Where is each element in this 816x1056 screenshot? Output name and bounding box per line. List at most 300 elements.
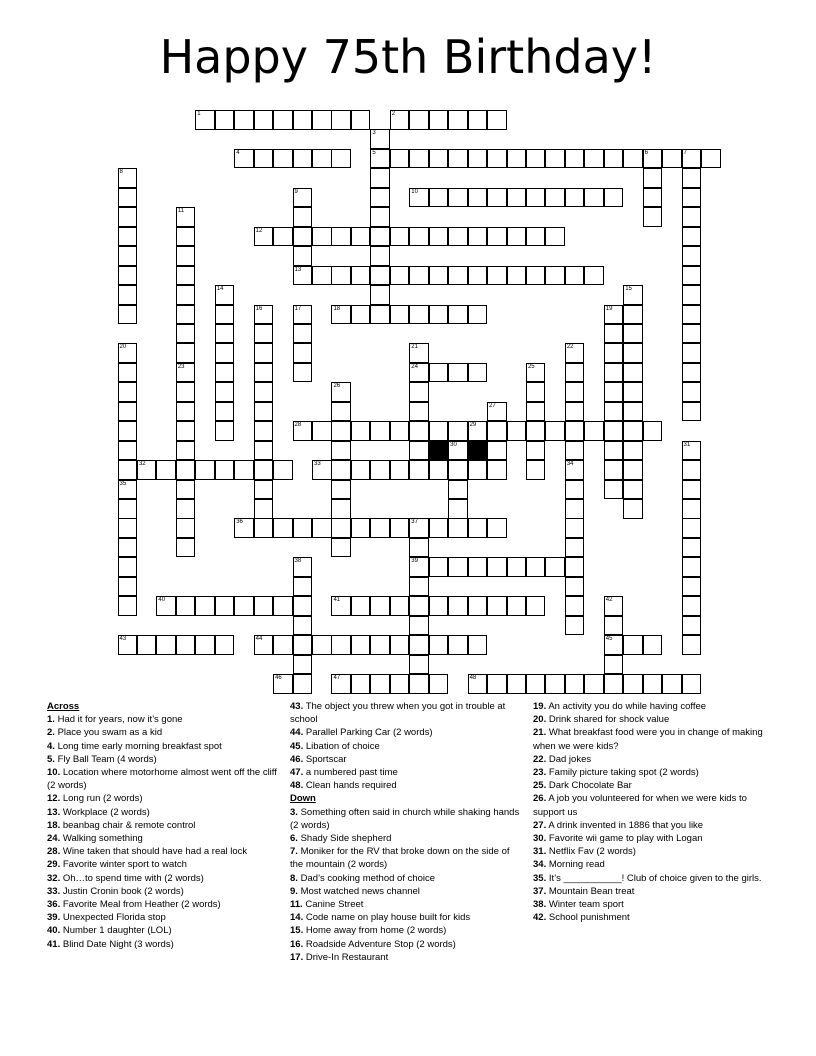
grid-cell[interactable] [293, 324, 313, 344]
grid-cell[interactable] [331, 266, 351, 286]
grid-cell[interactable] [118, 285, 138, 305]
grid-cell[interactable] [409, 616, 429, 636]
grid-cell[interactable] [468, 305, 488, 325]
grid-cell[interactable] [643, 168, 663, 188]
grid-cell[interactable] [409, 266, 429, 286]
grid-cell[interactable] [390, 518, 410, 538]
grid-cell[interactable] [682, 168, 702, 188]
grid-cell[interactable] [215, 421, 235, 441]
grid-cell[interactable] [312, 635, 332, 655]
grid-cell[interactable] [293, 596, 313, 616]
grid-cell[interactable] [118, 382, 138, 402]
grid-cell[interactable] [215, 324, 235, 344]
grid-cell[interactable] [118, 188, 138, 208]
grid-cell[interactable] [643, 207, 663, 227]
grid-cell[interactable] [682, 149, 702, 169]
grid-cell[interactable] [118, 402, 138, 422]
grid-cell[interactable] [545, 674, 565, 694]
grid-cell[interactable] [409, 110, 429, 130]
grid-cell[interactable] [351, 305, 371, 325]
grid-cell[interactable] [254, 382, 274, 402]
grid-cell[interactable] [448, 460, 468, 480]
grid-cell[interactable] [390, 460, 410, 480]
grid-cell[interactable] [293, 207, 313, 227]
grid-cell[interactable] [390, 674, 410, 694]
grid-cell[interactable] [487, 227, 507, 247]
grid-cell[interactable] [584, 266, 604, 286]
grid-cell[interactable] [507, 421, 527, 441]
grid-cell[interactable] [565, 480, 585, 500]
grid-cell[interactable] [448, 421, 468, 441]
grid-cell[interactable] [623, 149, 643, 169]
grid-cell[interactable] [487, 460, 507, 480]
grid-cell[interactable] [623, 343, 643, 363]
grid-cell[interactable] [331, 421, 351, 441]
grid-cell[interactable] [448, 480, 468, 500]
grid-cell[interactable] [390, 305, 410, 325]
grid-cell[interactable] [507, 149, 527, 169]
grid-cell[interactable] [176, 538, 196, 558]
grid-cell[interactable] [254, 596, 274, 616]
grid-cell[interactable] [448, 149, 468, 169]
grid-cell[interactable] [351, 596, 371, 616]
grid-cell[interactable] [254, 363, 274, 383]
grid-cell[interactable] [118, 246, 138, 266]
grid-cell[interactable] [331, 227, 351, 247]
grid-cell[interactable] [351, 460, 371, 480]
grid-cell[interactable] [468, 635, 488, 655]
grid-cell[interactable] [312, 460, 332, 480]
grid-cell[interactable] [623, 402, 643, 422]
grid-cell[interactable] [682, 480, 702, 500]
grid-cell[interactable] [390, 227, 410, 247]
grid-cell[interactable] [487, 518, 507, 538]
grid-cell[interactable] [429, 227, 449, 247]
grid-cell[interactable] [526, 674, 546, 694]
grid-cell[interactable] [118, 421, 138, 441]
grid-cell[interactable] [254, 518, 274, 538]
grid-cell[interactable] [118, 207, 138, 227]
grid-cell[interactable] [409, 674, 429, 694]
grid-cell[interactable] [195, 635, 215, 655]
grid-cell[interactable] [526, 421, 546, 441]
grid-cell[interactable] [682, 246, 702, 266]
grid-cell[interactable] [370, 596, 390, 616]
grid-cell[interactable] [487, 266, 507, 286]
grid-cell[interactable] [565, 616, 585, 636]
grid-cell[interactable] [623, 363, 643, 383]
grid-cell[interactable] [293, 577, 313, 597]
grid-cell[interactable] [370, 207, 390, 227]
grid-cell[interactable] [409, 538, 429, 558]
grid-cell[interactable] [701, 149, 721, 169]
grid-cell[interactable] [565, 266, 585, 286]
grid-cell[interactable] [565, 557, 585, 577]
grid-cell[interactable] [409, 402, 429, 422]
grid-cell[interactable] [604, 402, 624, 422]
grid-cell[interactable] [448, 499, 468, 519]
grid-cell[interactable] [273, 674, 293, 694]
grid-cell[interactable] [429, 305, 449, 325]
grid-cell[interactable] [604, 480, 624, 500]
grid-cell[interactable] [448, 227, 468, 247]
grid-cell[interactable] [273, 518, 293, 538]
grid-cell[interactable] [448, 441, 468, 461]
grid-cell[interactable] [682, 596, 702, 616]
grid-cell[interactable] [331, 149, 351, 169]
grid-cell[interactable] [487, 421, 507, 441]
grid-cell[interactable] [293, 518, 313, 538]
grid-cell[interactable] [351, 266, 371, 286]
grid-cell[interactable] [118, 480, 138, 500]
grid-cell[interactable] [351, 110, 371, 130]
grid-cell[interactable] [643, 421, 663, 441]
grid-cell[interactable] [623, 421, 643, 441]
grid-cell[interactable] [390, 266, 410, 286]
grid-cell[interactable] [623, 635, 643, 655]
grid-cell[interactable] [331, 305, 351, 325]
grid-cell[interactable] [448, 266, 468, 286]
grid-cell[interactable] [390, 596, 410, 616]
grid-cell[interactable] [176, 402, 196, 422]
grid-cell[interactable] [370, 149, 390, 169]
grid-cell[interactable] [526, 188, 546, 208]
grid-cell[interactable] [468, 674, 488, 694]
grid-cell[interactable] [487, 149, 507, 169]
grid-cell[interactable] [215, 363, 235, 383]
grid-cell[interactable] [176, 596, 196, 616]
grid-cell[interactable] [682, 557, 702, 577]
grid-cell[interactable] [468, 557, 488, 577]
grid-cell[interactable] [390, 149, 410, 169]
grid-cell[interactable] [331, 674, 351, 694]
grid-cell[interactable] [390, 421, 410, 441]
grid-cell[interactable] [429, 596, 449, 616]
grid-cell[interactable] [487, 188, 507, 208]
grid-cell[interactable] [604, 441, 624, 461]
grid-cell[interactable] [118, 363, 138, 383]
grid-cell[interactable] [293, 305, 313, 325]
grid-cell[interactable] [312, 266, 332, 286]
grid-cell[interactable] [293, 149, 313, 169]
grid-cell[interactable] [254, 305, 274, 325]
grid-cell[interactable] [234, 518, 254, 538]
grid-cell[interactable] [604, 382, 624, 402]
grid-cell[interactable] [662, 149, 682, 169]
grid-cell[interactable] [312, 149, 332, 169]
grid-cell[interactable] [468, 110, 488, 130]
grid-cell[interactable] [293, 266, 313, 286]
grid-cell[interactable] [293, 188, 313, 208]
grid-cell[interactable] [156, 596, 176, 616]
grid-cell[interactable] [215, 596, 235, 616]
grid-cell[interactable] [468, 596, 488, 616]
grid-cell[interactable] [118, 538, 138, 558]
grid-cell[interactable] [409, 343, 429, 363]
grid-cell[interactable] [682, 382, 702, 402]
grid-cell[interactable] [526, 363, 546, 383]
grid-cell[interactable] [215, 285, 235, 305]
grid-cell[interactable] [293, 635, 313, 655]
grid-cell[interactable] [682, 518, 702, 538]
grid-cell[interactable] [604, 188, 624, 208]
grid-cell[interactable] [487, 110, 507, 130]
grid-cell[interactable] [137, 460, 157, 480]
grid-cell[interactable] [429, 266, 449, 286]
grid-cell[interactable] [604, 635, 624, 655]
grid-cell[interactable] [370, 246, 390, 266]
grid-cell[interactable] [409, 655, 429, 675]
grid-cell[interactable] [565, 441, 585, 461]
grid-cell[interactable] [409, 557, 429, 577]
grid-cell[interactable] [254, 635, 274, 655]
grid-cell[interactable] [468, 421, 488, 441]
grid-cell[interactable] [565, 188, 585, 208]
grid-cell[interactable] [118, 577, 138, 597]
grid-cell[interactable] [176, 266, 196, 286]
grid-cell[interactable] [526, 402, 546, 422]
grid-cell[interactable] [682, 227, 702, 247]
grid-cell[interactable] [643, 188, 663, 208]
grid-cell[interactable] [118, 460, 138, 480]
grid-cell[interactable] [331, 499, 351, 519]
grid-cell[interactable] [487, 402, 507, 422]
grid-cell[interactable] [429, 188, 449, 208]
grid-cell[interactable] [370, 168, 390, 188]
grid-cell[interactable] [565, 149, 585, 169]
grid-cell[interactable] [429, 149, 449, 169]
grid-cell[interactable] [176, 343, 196, 363]
grid-cell[interactable] [273, 596, 293, 616]
grid-cell[interactable] [409, 421, 429, 441]
grid-cell[interactable] [468, 266, 488, 286]
grid-cell[interactable] [215, 382, 235, 402]
grid-cell[interactable] [293, 557, 313, 577]
grid-cell[interactable] [331, 635, 351, 655]
grid-cell[interactable] [370, 129, 390, 149]
grid-cell[interactable] [118, 635, 138, 655]
grid-cell[interactable] [176, 499, 196, 519]
grid-cell[interactable] [176, 363, 196, 383]
grid-cell[interactable] [448, 518, 468, 538]
grid-cell[interactable] [254, 441, 274, 461]
grid-cell[interactable] [468, 363, 488, 383]
grid-cell[interactable] [118, 343, 138, 363]
grid-cell[interactable] [507, 266, 527, 286]
grid-cell[interactable] [195, 110, 215, 130]
grid-cell[interactable] [565, 596, 585, 616]
grid-cell[interactable] [682, 616, 702, 636]
grid-cell[interactable] [507, 596, 527, 616]
grid-cell[interactable] [604, 305, 624, 325]
grid-cell[interactable] [409, 596, 429, 616]
grid-cell[interactable] [293, 227, 313, 247]
grid-cell[interactable] [176, 441, 196, 461]
grid-cell[interactable] [565, 382, 585, 402]
grid-cell[interactable] [623, 499, 643, 519]
grid-cell[interactable] [682, 402, 702, 422]
grid-cell[interactable] [176, 382, 196, 402]
grid-cell[interactable] [370, 635, 390, 655]
grid-cell[interactable] [293, 674, 313, 694]
grid-cell[interactable] [448, 596, 468, 616]
grid-cell[interactable] [448, 635, 468, 655]
grid-cell[interactable] [487, 441, 507, 461]
grid-cell[interactable] [215, 305, 235, 325]
grid-cell[interactable] [176, 460, 196, 480]
grid-cell[interactable] [584, 188, 604, 208]
grid-cell[interactable] [526, 266, 546, 286]
grid-cell[interactable] [682, 266, 702, 286]
grid-cell[interactable] [351, 674, 371, 694]
grid-cell[interactable] [331, 460, 351, 480]
grid-cell[interactable] [370, 188, 390, 208]
grid-cell[interactable] [429, 460, 449, 480]
grid-cell[interactable] [409, 441, 429, 461]
grid-cell[interactable] [409, 305, 429, 325]
grid-cell[interactable] [293, 421, 313, 441]
grid-cell[interactable] [623, 460, 643, 480]
grid-cell[interactable] [215, 110, 235, 130]
grid-cell[interactable] [390, 635, 410, 655]
grid-cell[interactable] [254, 110, 274, 130]
grid-cell[interactable] [254, 324, 274, 344]
grid-cell[interactable] [370, 227, 390, 247]
grid-cell[interactable] [623, 324, 643, 344]
grid-cell[interactable] [254, 421, 274, 441]
grid-cell[interactable] [429, 421, 449, 441]
grid-cell[interactable] [195, 460, 215, 480]
grid-cell[interactable] [176, 480, 196, 500]
grid-cell[interactable] [623, 305, 643, 325]
grid-cell[interactable] [643, 635, 663, 655]
grid-cell[interactable] [176, 518, 196, 538]
grid-cell[interactable] [176, 227, 196, 247]
grid-cell[interactable] [254, 480, 274, 500]
grid-cell[interactable] [118, 499, 138, 519]
grid-cell[interactable] [409, 382, 429, 402]
grid-cell[interactable] [254, 343, 274, 363]
grid-cell[interactable] [526, 460, 546, 480]
grid-cell[interactable] [254, 227, 274, 247]
grid-cell[interactable] [682, 460, 702, 480]
grid-cell[interactable] [312, 227, 332, 247]
grid-cell[interactable] [176, 207, 196, 227]
grid-cell[interactable] [409, 518, 429, 538]
grid-cell[interactable] [545, 421, 565, 441]
grid-cell[interactable] [234, 110, 254, 130]
grid-cell[interactable] [312, 110, 332, 130]
grid-cell[interactable] [526, 382, 546, 402]
grid-cell[interactable] [370, 266, 390, 286]
grid-cell[interactable] [448, 363, 468, 383]
grid-cell[interactable] [215, 635, 235, 655]
grid-cell[interactable] [487, 557, 507, 577]
grid-cell[interactable] [468, 149, 488, 169]
grid-cell[interactable] [273, 635, 293, 655]
grid-cell[interactable] [293, 363, 313, 383]
grid-cell[interactable] [312, 518, 332, 538]
grid-cell[interactable] [176, 305, 196, 325]
grid-cell[interactable] [682, 285, 702, 305]
grid-cell[interactable] [370, 518, 390, 538]
grid-cell[interactable] [604, 343, 624, 363]
grid-cell[interactable] [409, 460, 429, 480]
grid-cell[interactable] [370, 674, 390, 694]
grid-cell[interactable] [682, 324, 702, 344]
grid-cell[interactable] [623, 674, 643, 694]
grid-cell[interactable] [604, 363, 624, 383]
grid-cell[interactable] [682, 538, 702, 558]
grid-cell[interactable] [565, 538, 585, 558]
grid-cell[interactable] [370, 460, 390, 480]
grid-cell[interactable] [643, 149, 663, 169]
grid-cell[interactable] [351, 421, 371, 441]
grid-cell[interactable] [623, 480, 643, 500]
grid-cell[interactable] [487, 596, 507, 616]
grid-cell[interactable] [176, 635, 196, 655]
grid-cell[interactable] [118, 227, 138, 247]
grid-cell[interactable] [293, 655, 313, 675]
grid-cell[interactable] [468, 188, 488, 208]
grid-cell[interactable] [429, 635, 449, 655]
grid-cell[interactable] [234, 596, 254, 616]
grid-cell[interactable] [215, 460, 235, 480]
grid-cell[interactable] [565, 402, 585, 422]
grid-cell[interactable] [118, 596, 138, 616]
grid-cell[interactable] [409, 363, 429, 383]
grid-cell[interactable] [293, 246, 313, 266]
grid-cell[interactable] [682, 207, 702, 227]
grid-cell[interactable] [331, 480, 351, 500]
grid-cell[interactable] [682, 577, 702, 597]
grid-cell[interactable] [545, 266, 565, 286]
grid-cell[interactable] [293, 343, 313, 363]
grid-cell[interactable] [507, 674, 527, 694]
grid-cell[interactable] [118, 441, 138, 461]
grid-cell[interactable] [545, 557, 565, 577]
grid-cell[interactable] [682, 674, 702, 694]
grid-cell[interactable] [468, 460, 488, 480]
grid-cell[interactable] [545, 227, 565, 247]
grid-cell[interactable] [682, 363, 702, 383]
grid-cell[interactable] [331, 518, 351, 538]
grid-cell[interactable] [623, 382, 643, 402]
grid-cell[interactable] [312, 421, 332, 441]
grid-cell[interactable] [273, 110, 293, 130]
grid-cell[interactable] [526, 557, 546, 577]
grid-cell[interactable] [565, 499, 585, 519]
grid-cell[interactable] [565, 363, 585, 383]
grid-cell[interactable] [409, 227, 429, 247]
grid-cell[interactable] [682, 441, 702, 461]
grid-cell[interactable] [331, 382, 351, 402]
grid-cell[interactable] [331, 596, 351, 616]
grid-cell[interactable] [468, 518, 488, 538]
grid-cell[interactable] [176, 421, 196, 441]
grid-cell[interactable] [351, 635, 371, 655]
grid-cell[interactable] [370, 305, 390, 325]
grid-cell[interactable] [604, 616, 624, 636]
grid-cell[interactable] [429, 557, 449, 577]
grid-cell[interactable] [526, 596, 546, 616]
grid-cell[interactable] [526, 441, 546, 461]
grid-cell[interactable] [584, 149, 604, 169]
grid-cell[interactable] [254, 402, 274, 422]
grid-cell[interactable] [176, 246, 196, 266]
grid-cell[interactable] [682, 305, 702, 325]
grid-cell[interactable] [118, 518, 138, 538]
